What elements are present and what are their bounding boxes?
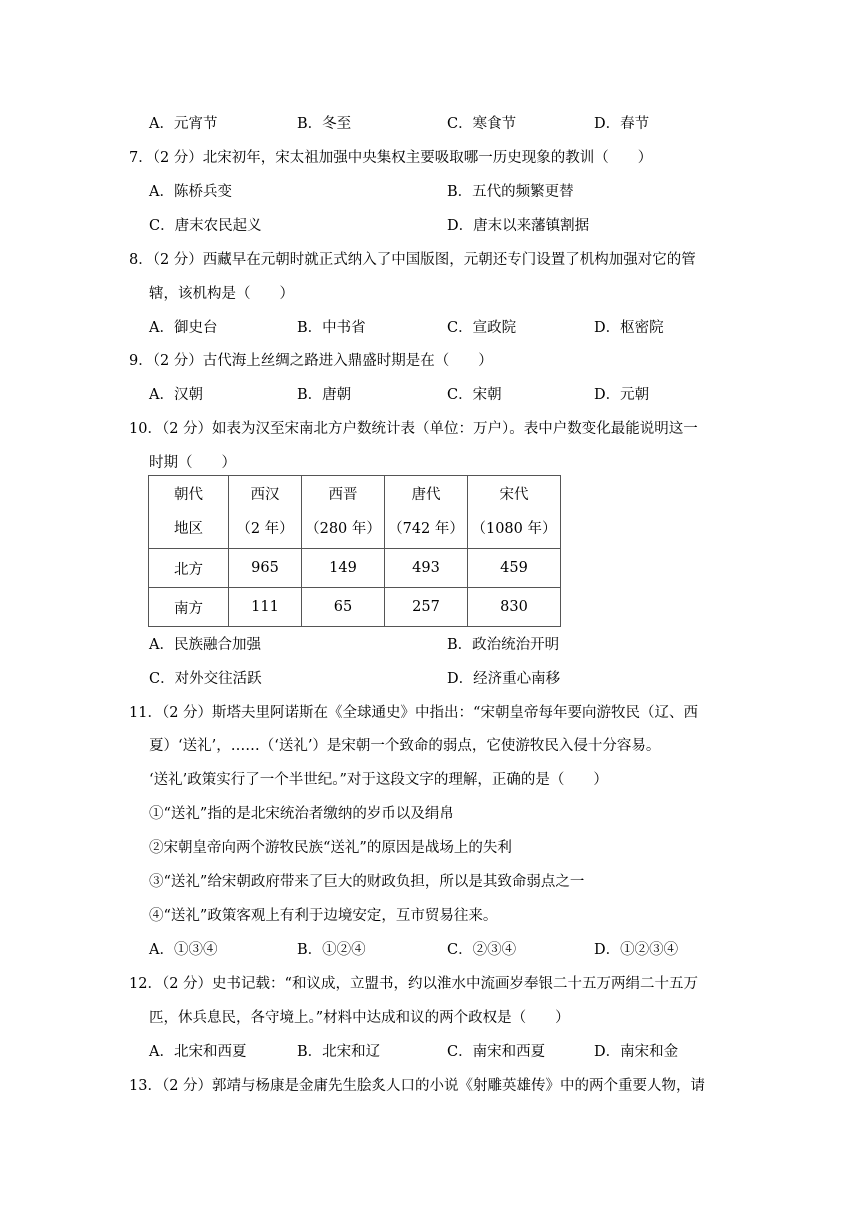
table-row [149,549,561,588]
q6-option-c: C．寒食节 [447,116,517,132]
q7-option-a: A．陈桥兵变 [149,184,232,200]
table-cell: 111 [229,588,302,627]
q7-option-b: B．五代的频繁更替 [447,184,574,200]
q6-option-d: D．春节 [594,116,650,132]
q12-stem-cont: 匹，休兵息民，各守境上。”材料中达成和议的两个政权是（ ） [149,1010,570,1026]
table-cell: 459 [468,549,561,588]
q12-option-c: C．南宋和西夏 [447,1044,546,1060]
q11-statement-4: ④“送礼”政策客观上有利于边境安定，互市贸易往来。 [149,908,498,924]
q7-option-c: C．唐末农民起义 [149,218,262,234]
table-cell: 257 [385,588,468,627]
q8-stem-cont: 辖，该机构是（ ） [149,286,294,302]
table-header-cell: 朝代 地区 [149,476,229,549]
q7-option-d: D．唐末以来藩镇割据 [447,218,590,234]
households-table [148,475,561,627]
q11-statement-1: ①“送礼”指的是北宋统治者缴纳的岁币以及绢帛 [149,806,454,822]
q9-option-d: D．元朝 [594,387,650,403]
q8-option-d: D．枢密院 [594,320,664,336]
q12-option-a: A．北宋和西夏 [149,1044,247,1060]
table-cell: 965 [229,549,302,588]
q10-option-d: D．经济重心南移 [447,671,561,687]
q12-option-b: B．北宋和辽 [297,1044,381,1060]
table-row [149,588,561,627]
table-cell: 830 [468,588,561,627]
table-cell: 北方 [149,549,229,588]
q7-stem: 7．（2 分）北宋初年，宋太祖加强中央集权主要吸取哪一历史现象的教训（ ） [129,150,653,166]
table-header-cell: 宋代 （1080 年） [468,476,561,549]
q8-option-b: B．中书省 [297,320,366,336]
table-cell: 149 [302,549,385,588]
table-header-cell: 西汉 （2 年） [229,476,302,549]
q10-stem: 10．（2 分）如表为汉至宋南北方户数统计表（单位：万户）。表中户数变化最能说明这一 [129,421,698,437]
q8-stem: 8．（2 分）西藏早在元朝时就正式纳入了中国版图，元朝还专门设置了机构加强对它的管 [129,252,696,268]
q9-option-c: C．宋朝 [447,387,502,403]
q11-stem-cont: 夏）‘送礼’，……（‘送礼’）是宋朝一个致命的弱点，它使游牧民入侵十分容易。 [149,738,661,754]
table-cell: 65 [302,588,385,627]
q9-option-b: B．唐朝 [297,387,352,403]
q9-stem: 9．（2 分）古代海上丝绸之路进入鼎盛时期是在（ ） [129,353,493,369]
q8-option-a: A．御史台 [149,320,218,336]
q6-option-a: A．元宵节 [149,116,218,132]
q11-stem: 11．（2 分）斯塔夫里阿诺斯在《全球通史》中指出：“宋朝皇帝每年要向游牧民（辽、西 [129,705,698,721]
q11-option-c: C．②③④ [447,942,517,958]
q11-option-d: D．①②③④ [594,942,679,958]
q11-statement-3: ③“送礼”给宋朝政府带来了巨大的财政负担，所以是其致命弱点之一 [149,874,585,890]
table-header-row [149,476,561,549]
q6-option-b: B．冬至 [297,116,352,132]
q10-stem-cont: 时期（ ） [149,455,236,471]
q11-statement-2: ②宋朝皇帝向两个游牧民族“送礼”的原因是战场上的失利 [149,840,512,856]
q9-option-a: A．汉朝 [149,387,203,403]
q13-stem: 13．（2 分）郭靖与杨康是金庸先生脍炙人口的小说《射雕英雄传》中的两个重要人物，请 [129,1078,706,1094]
q11-option-a: A．①③④ [149,942,218,958]
table-header-cell: 唐代 （742 年） [385,476,468,549]
q11-stem-cont: ‘送礼’政策实行了一个半世纪。”对于这段文字的理解，正确的是（ ） [149,772,608,788]
q10-option-c: C．对外交往活跃 [149,671,262,687]
q12-option-d: D．南宋和金 [594,1044,679,1060]
q11-option-b: B．①②④ [297,942,366,958]
table-cell: 南方 [149,588,229,627]
table-cell: 493 [385,549,468,588]
q8-option-c: C．宣政院 [447,320,517,336]
q10-option-b: B．政治统治开明 [447,637,560,653]
table-header-cell: 西晋 （280 年） [302,476,385,549]
q12-stem: 12．（2 分）史书记载：“和议成，立盟书，约以淮水中流画岁奉银二十五万两绢二十五万 [129,976,698,992]
q10-option-a: A．民族融合加强 [149,637,261,653]
